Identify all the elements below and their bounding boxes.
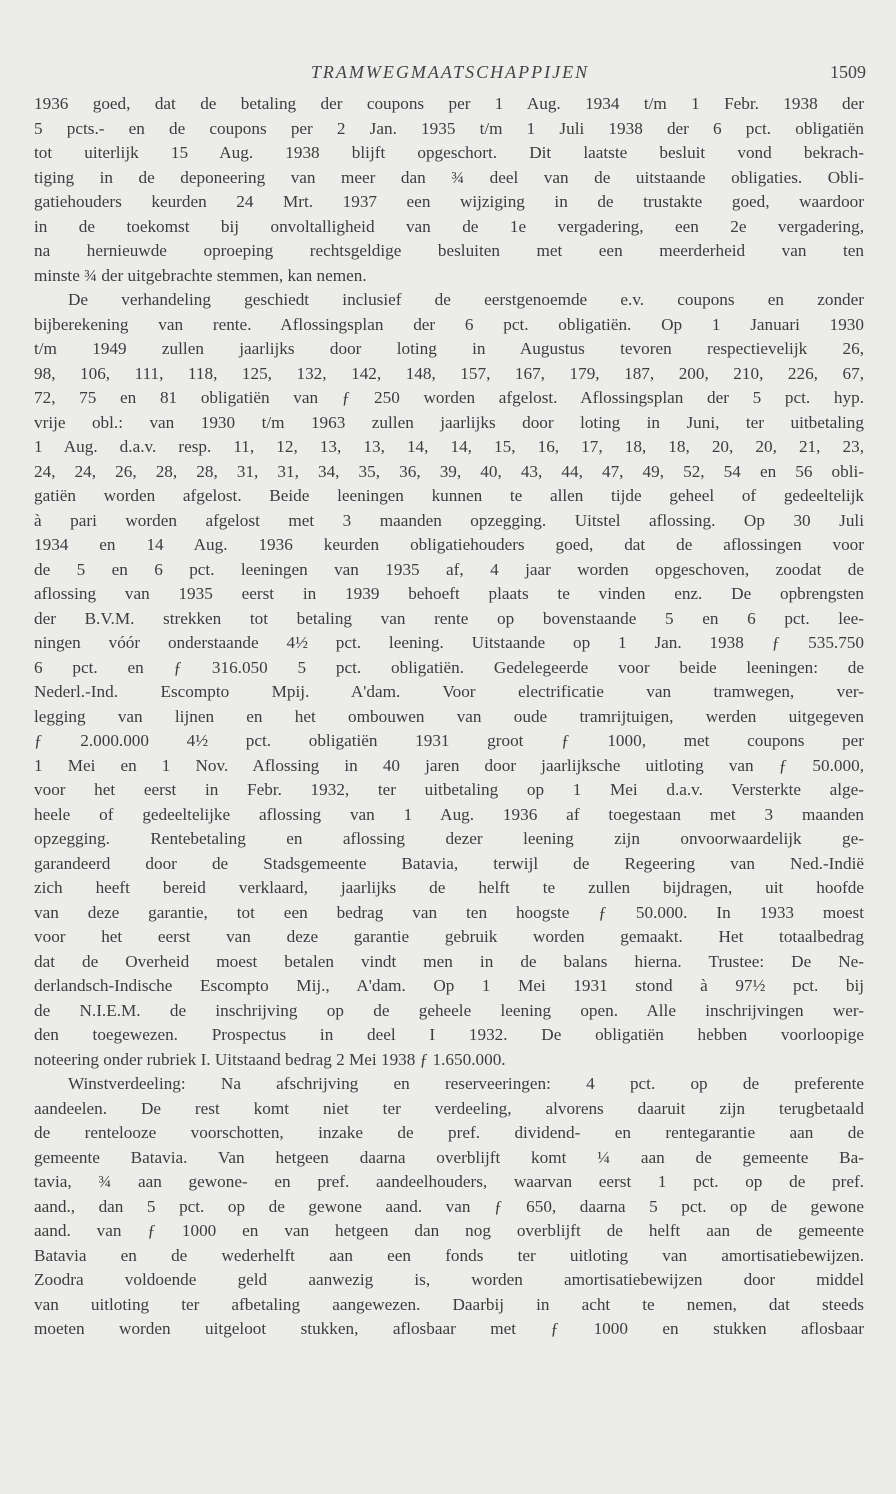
text-line: dat de Overheid moest betalen vindt men in de balans hierna. Trustee: De Ne- [34, 951, 864, 971]
text-line: moeten worden uitgeloot stukken, aflosbaar met ƒ 1000 en stukken aflosbaar [34, 1319, 864, 1338]
text-line: voor het eerst in Febr. 1932, ter uitbetaling op 1 Mei d.a.v. Versterkte alge- [34, 780, 864, 799]
text-line: Zoodra voldoende geld aanwezig is, worden amortisatiebewijzen door middel [34, 1270, 864, 1289]
text-line: vrije obl.: van 1930 t/m 1963 zullen jaarlijks door loting in Juni, ter uitbetaling [34, 412, 864, 432]
text-line: derlandsch-Indische Escompto Mij., A'dam. Op 1 Mei 1931 stond à 97½ pct. bij [34, 976, 864, 995]
text-line: 1936 goed, dat de betaling der coupons per 1 Aug. 1934 t/m 1 Febr. 1938 der [34, 94, 864, 113]
text-line: 1 Aug. d.a.v. resp. 11, 12, 13, 13, 14, 14, 15, 16, 17, 18, 18, 20, 20, 21, 23, [34, 437, 864, 456]
text-line: Winstverdeeling: Na afschrijving en reserveeringen: 4 pct. op de preferente [68, 1074, 864, 1093]
text-line: minste ¾ der uitgebrachte stemmen, kan nemen. [34, 265, 367, 285]
text-line: de rentelooze voorschotten, inzake de pref. dividend- en rentegarantie aan de [34, 1123, 864, 1142]
text-line: heele of gedeeltelijke aflossing van 1 Aug. 1936 af toegestaan met 3 maanden [34, 804, 864, 824]
running-title: TRAMWEGMAATSCHAPPIJEN [310, 62, 590, 82]
text-line: garandeerd door de Stadsgemeente Batavia, terwijl de Regeering van Ned.-Indië [34, 853, 864, 873]
text-line: gatiën worden afgelost. Beide leeningen kunnen te allen tijde geheel of gedeeltelijk [34, 486, 864, 505]
text-line: van deze garantie, tot een bedrag van ten hoogste ƒ 50.000. In 1933 moest [34, 902, 864, 922]
text-line: bijberekening van rente. Aflossingsplan der 6 pct. obligatiën. Op 1 Januari 1930 [34, 314, 864, 334]
text-line: 5 pcts.- en de coupons per 2 Jan. 1935 t/m 1 Juli 1938 der 6 pct. obligatiën [34, 118, 864, 138]
text-line: à pari worden afgelost met 3 maanden opzegging. Uitstel aflossing. Op 30 Juli [34, 510, 864, 530]
text-line: noteering onder rubriek I. Uitstaand bedrag 2 Mei 1938 ƒ 1.650.000. [34, 1049, 506, 1069]
text-line: De verhandeling geschiedt inclusief de eerstgenoemde e.v. coupons en zonder [68, 290, 864, 309]
text-line: aandeelen. De rest komt niet ter verdeeling, alvorens daaruit zijn terugbetaald [34, 1098, 864, 1118]
text-line: de 5 en 6 pct. leeningen van 1935 af, 4 jaar worden opgeschoven, zoodat de [34, 559, 864, 579]
text-line: gemeente Batavia. Van hetgeen daarna overblijft komt ¼ aan de gemeente Ba- [34, 1147, 864, 1167]
page-header [34, 60, 866, 86]
text-line: t/m 1949 zullen jaarlijks door loting in Augustus tevoren respectievelijk 26, [34, 339, 864, 358]
text-line: in de toekomst bij onvoltalligheid van de 1e vergadering, een 2e vergadering, [34, 216, 864, 236]
text-line: 72, 75 en 81 obligatiën van ƒ 250 worden afgelost. Aflossingsplan der 5 pct. hyp. [34, 388, 864, 407]
text-line: tavia, ¾ aan gewone- en pref. aandeelhouders, waarvan eerst 1 pct. op de pref. [34, 1172, 864, 1191]
text-line: opzegging. Rentebetaling en aflossing dezer leening zijn onvoorwaardelijk ge- [34, 829, 864, 848]
text-line: aflossing van 1935 eerst in 1939 behoeft plaats te vinden enz. De opbrengsten [34, 584, 864, 603]
text-line: van uitloting ter afbetaling aangewezen. Daarbij in acht te nemen, dat steeds [34, 1294, 864, 1314]
text-line: der B.V.M. strekken tot betaling van rente op bovenstaande 5 en 6 pct. lee- [34, 608, 864, 628]
text-line: voor het eerst van deze garantie gebruik worden gemaakt. Het totaalbedrag [34, 927, 864, 946]
text-line: de N.I.E.M. de inschrijving op de geheele leening open. Alle inschrijvingen wer- [34, 1000, 864, 1020]
body-text [34, 92, 864, 1342]
text-line: ƒ 2.000.000 4½ pct. obligatiën 1931 groot ƒ 1000, met coupons per [34, 731, 864, 750]
text-line: 6 pct. en ƒ 316.050 5 pct. obligatiën. Gedelegeerde voor beide leeningen: de [34, 657, 864, 677]
text-line: 24, 24, 26, 28, 28, 31, 31, 34, 35, 36, 39, 40, 43, 44, 47, 49, 52, 54 en 56 obli- [34, 461, 864, 481]
text-line: tot uiterlijk 15 Aug. 1938 blijft opgeschort. Dit laatste besluit vond bekrach- [34, 143, 864, 162]
text-line: 98, 106, 111, 118, 125, 132, 142, 148, 157, 167, 179, 187, 200, 210, 226, 67, [34, 363, 864, 383]
text-line: Nederl.-Ind. Escompto Mpij. A'dam. Voor electrificatie van tramwegen, ver- [34, 682, 864, 701]
text-line: na hernieuwde oproeping rechtsgeldige besluiten met een meerderheid van ten [34, 241, 864, 260]
page-number: 1509 [830, 62, 866, 82]
text-line: tiging in de deponeering van meer dan ¾ deel van de uitstaande obligaties. Obli- [34, 167, 864, 187]
text-line: aand. van ƒ 1000 en van hetgeen dan nog overblijft de helft aan de gemeente [34, 1221, 864, 1240]
text-line: zich heeft bereid verklaard, jaarlijks de helft te zullen bijdragen, uit hoofde [34, 878, 864, 897]
text-line: 1 Mei en 1 Nov. Aflossing in 40 jaren door jaarlijksche uitloting van ƒ 50.000, [34, 755, 864, 775]
text-line: aand., dan 5 pct. op de gewone aand. van ƒ 650, daarna 5 pct. op de gewone [34, 1196, 864, 1216]
text-line: 1934 en 14 Aug. 1936 keurden obligatiehouders goed, dat de aflossingen voor [34, 535, 864, 554]
text-line: gatiehouders keurden 24 Mrt. 1937 een wijziging in de trustakte goed, waardoor [34, 192, 864, 211]
text-line: ningen vóór onderstaande 4½ pct. leening. Uitstaande op 1 Jan. 1938 ƒ 535.750 [34, 633, 864, 652]
text-line: den toegewezen. Prospectus in deel I 1932. De obligatiën hebben voorloopige [34, 1025, 864, 1044]
text-line: legging van lijnen en het ombouwen van oude tramrijtuigen, werden uitgegeven [34, 706, 864, 726]
text-line: Batavia en de wederhelft aan een fonds ter uitloting van amortisatiebewijzen. [34, 1245, 864, 1265]
